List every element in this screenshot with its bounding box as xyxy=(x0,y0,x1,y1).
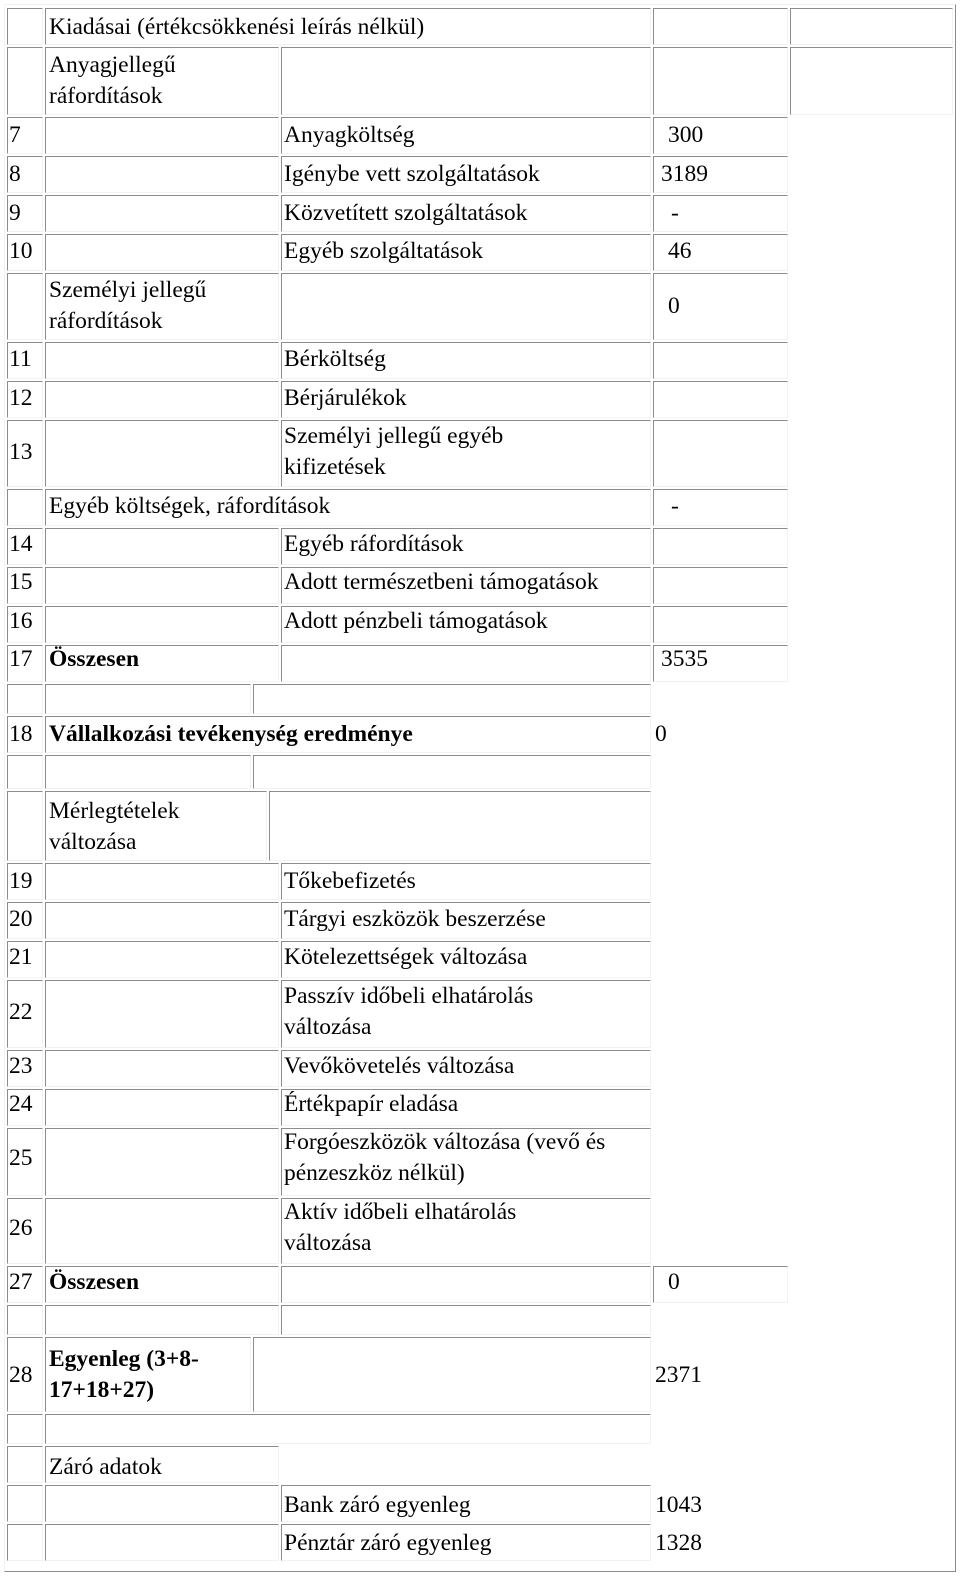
row-number: 24 xyxy=(9,1091,33,1117)
cell-amount xyxy=(653,47,788,115)
cell-empty xyxy=(45,1305,279,1335)
cell-item-label xyxy=(281,273,651,340)
row-number: 17 xyxy=(9,646,33,672)
cell-empty xyxy=(45,684,251,714)
cell-group-label xyxy=(45,1198,279,1264)
cell-row-number xyxy=(7,489,43,526)
item-label: Bérköltség xyxy=(284,346,386,372)
result-label: Vállalkozási tevékenység eredménye xyxy=(49,721,413,747)
item-label: Egyéb szolgáltatások xyxy=(284,238,484,264)
group-label: Anyagjellegű ráfordítások xyxy=(49,52,176,109)
cell-group-label xyxy=(45,528,279,565)
amount: - xyxy=(671,200,679,226)
cell-empty xyxy=(253,684,651,714)
cell-empty xyxy=(7,1414,43,1444)
closing-data-heading: Záró adatok xyxy=(49,1454,162,1480)
cell-empty xyxy=(45,755,251,789)
cell-amount xyxy=(653,8,788,45)
total-amount: 0 xyxy=(668,1269,680,1295)
row-number: 13 xyxy=(9,439,33,465)
cell-group-label xyxy=(45,606,279,643)
item-label: Passzív időbeli elhatárolás változása xyxy=(284,983,534,1040)
row-number: 21 xyxy=(9,944,33,970)
row-number: 26 xyxy=(9,1215,33,1241)
item-label: Forgóeszközök változása (vevő és pénzeszköz nélkül) xyxy=(284,1129,606,1186)
cell-group-label xyxy=(45,381,279,418)
cell-group-label xyxy=(45,234,279,271)
item-label: Tárgyi eszközök beszerzése xyxy=(284,906,546,932)
balance-label: Egyenleg (3+8-17+18+27) xyxy=(49,1346,199,1403)
cell-row-number xyxy=(7,1524,43,1561)
item-label: Adott pénzbeli támogatások xyxy=(284,608,548,634)
cell-extra xyxy=(790,47,953,115)
cell-amount xyxy=(653,342,788,379)
group-label: Mérlegtételek változása xyxy=(49,798,180,855)
cell-amount xyxy=(653,381,788,418)
cell-item-label xyxy=(281,1266,651,1303)
row-number: 19 xyxy=(9,868,33,894)
item-label: Egyéb ráfordítások xyxy=(284,531,464,557)
item-label: Személyi jellegű egyéb kifizetések xyxy=(284,423,504,480)
row-number: 28 xyxy=(9,1362,33,1388)
cell-row-number xyxy=(7,791,43,861)
cell-group-label xyxy=(45,117,279,154)
row-number: 27 xyxy=(9,1269,33,1295)
cell-row-number xyxy=(7,8,43,45)
group-label: Személyi jellegű ráfordítások xyxy=(49,277,207,334)
row-number: 12 xyxy=(9,385,33,411)
item-label: Bank záró egyenleg xyxy=(284,1492,471,1518)
cell-item-label xyxy=(253,1337,651,1412)
row-number: 9 xyxy=(9,200,21,226)
cell-group-label xyxy=(45,195,279,232)
amount: 300 xyxy=(668,122,704,148)
row-number: 7 xyxy=(9,122,21,148)
cell-group-label xyxy=(45,1089,279,1126)
cell-amount xyxy=(653,606,788,643)
row-number: 22 xyxy=(9,999,33,1025)
row-number: 11 xyxy=(9,346,32,372)
cell-row-number xyxy=(7,1485,43,1522)
row-number: 8 xyxy=(9,161,21,187)
cell-group-label xyxy=(45,902,279,939)
section-heading: Kiadásai (értékcsökkenési leírás nélkül) xyxy=(49,14,425,40)
row-number: 15 xyxy=(9,569,33,595)
cell-group-label xyxy=(45,941,279,978)
item-label: Adott természetbeni támogatások xyxy=(284,569,599,595)
total-label: Összesen xyxy=(49,646,140,672)
cell-empty xyxy=(7,755,43,789)
item-label: Kötelezettségek változása xyxy=(284,944,528,970)
amount: - xyxy=(671,493,679,519)
cell-group-label xyxy=(45,1128,279,1196)
item-label: Vevőkövetelés változása xyxy=(284,1053,515,1079)
cell-group-label xyxy=(45,1050,279,1087)
cell-item-label xyxy=(269,791,651,861)
cell-row-number xyxy=(7,1446,43,1483)
item-label: Aktív időbeli elhatárolás változása xyxy=(284,1199,517,1256)
item-label: Értékpapír eladása xyxy=(284,1091,459,1117)
item-label: Tőkebefizetés xyxy=(284,868,416,894)
row-number: 20 xyxy=(9,906,33,932)
row-number: 18 xyxy=(9,721,33,747)
item-label: Igénybe vett szolgáltatások xyxy=(284,161,540,187)
cell-amount xyxy=(653,528,788,565)
cell-group-label xyxy=(45,863,279,900)
cell-amount xyxy=(653,567,788,604)
amount: 1043 xyxy=(655,1492,702,1518)
cell-group-label xyxy=(45,342,279,379)
balance-amount: 2371 xyxy=(655,1362,702,1388)
cell-extra xyxy=(790,8,953,45)
row-number: 25 xyxy=(9,1145,33,1171)
cell-group-label xyxy=(45,420,279,487)
cell-row-number xyxy=(7,47,43,115)
cell-group-label xyxy=(45,1485,279,1522)
cell-empty xyxy=(253,755,651,789)
row-number: 23 xyxy=(9,1053,33,1079)
cell-item-label xyxy=(281,47,651,115)
cell-empty xyxy=(45,1414,651,1444)
amount: 0 xyxy=(668,293,680,319)
amount: 46 xyxy=(668,238,692,264)
total-label: Összesen xyxy=(49,1269,140,1295)
cell-group-label xyxy=(45,1524,279,1561)
item-label: Közvetített szolgáltatások xyxy=(284,200,528,226)
cell-group-label xyxy=(45,980,279,1048)
result-amount: 0 xyxy=(655,721,667,747)
amount: 1328 xyxy=(655,1530,702,1556)
total-amount: 3535 xyxy=(661,646,708,672)
cell-row-number xyxy=(7,273,43,340)
cell-amount xyxy=(653,420,788,487)
cell-group-label xyxy=(45,567,279,604)
row-number: 14 xyxy=(9,531,33,557)
group-label: Egyéb költségek, ráfordítások xyxy=(49,493,331,519)
cell-group-label xyxy=(45,156,279,193)
amount: 3189 xyxy=(661,161,708,187)
item-label: Bérjárulékok xyxy=(284,385,407,411)
item-label: Pénztár záró egyenleg xyxy=(284,1530,492,1556)
cell-empty xyxy=(7,1305,43,1335)
item-label: Anyagköltség xyxy=(284,122,415,148)
cell-empty xyxy=(281,1305,651,1335)
cell-item-label xyxy=(281,645,651,682)
cell-empty xyxy=(7,684,43,714)
row-number: 16 xyxy=(9,608,33,634)
row-number: 10 xyxy=(9,238,33,264)
